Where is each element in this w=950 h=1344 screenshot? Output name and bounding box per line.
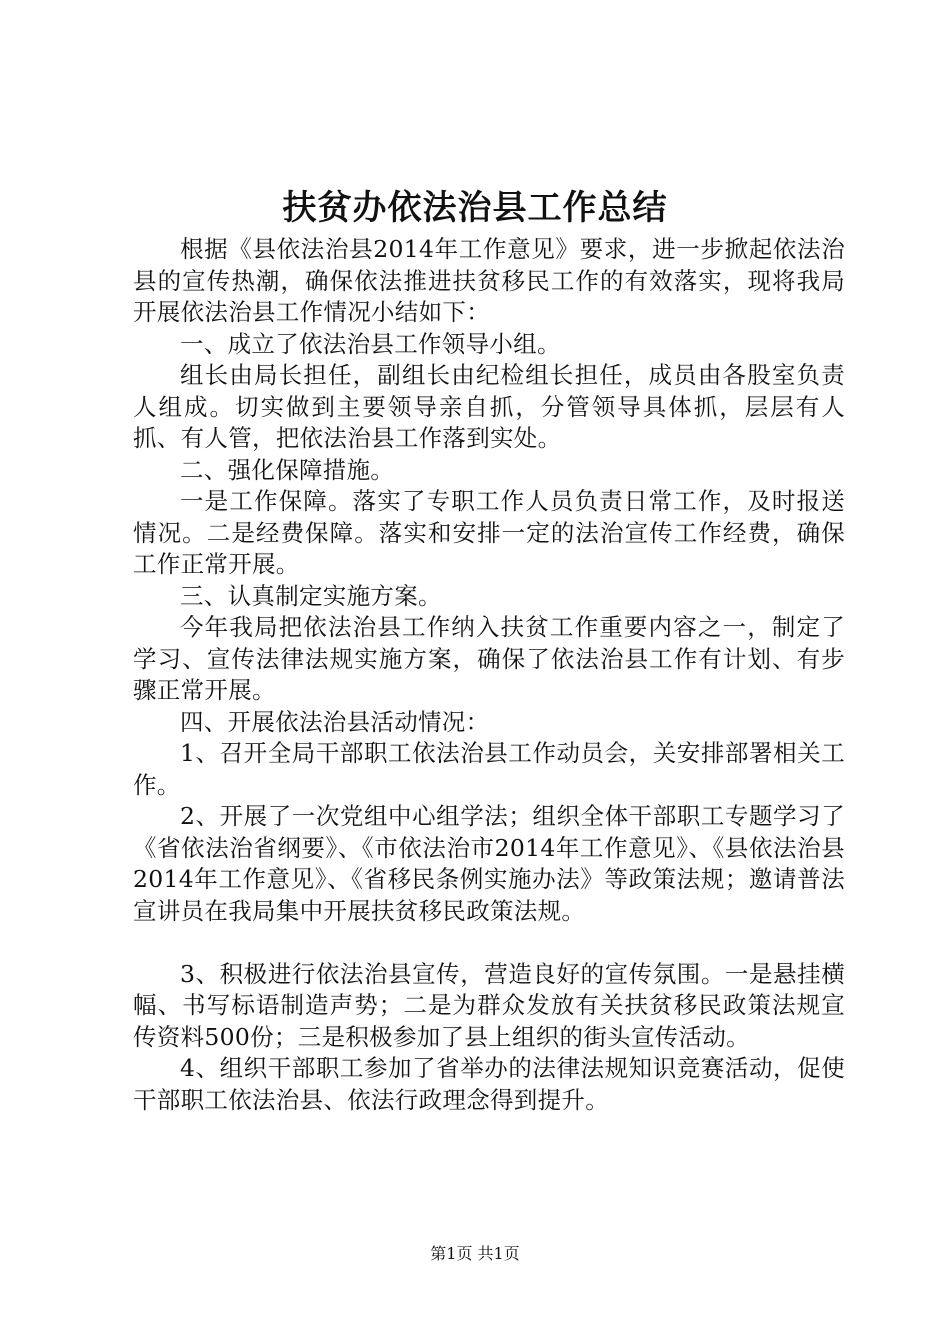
section-3-paragraph: 今年我局把依法治县工作纳入扶贫工作重要内容之一，制定了学习、宣传法律法规实施方案，确保了依法治县工作有计划、有步骤正常开展。: [133, 613, 845, 704]
document-title: 扶贫办依法治县工作总结: [282, 188, 668, 228]
section-2-paragraph: 一是工作保障。落实了专职工作人员负责日常工作，及时报送情况。二是经费保障。落实和安排一定的法治宣传工作经费，确保工作正常开展。: [133, 487, 845, 578]
document-body: [133, 234, 845, 1116]
blank-line: [133, 927, 845, 959]
section-heading-4: 四、开展依法治县活动情况：: [180, 707, 490, 736]
section-heading-2: 二、强化保障措施。: [180, 455, 395, 484]
activity-item-1: 1、召开全局干部职工依法治县工作动员会，关安排部署相关工作。: [133, 739, 845, 799]
activity-item-4: 4、组织干部职工参加了省举办的法律法规知识竞赛活动，促使干部职工依法治县、依法行政理念得到提升。: [133, 1054, 845, 1114]
activity-item-2: 2、开展了一次党组中心组学法；组织全体干部职工专题学习了《省依法治省纲要》、《市依法治市2014年工作意见》、《县依法治县2014年工作意见》、《省移民条例实施办法》等政策法规；邀请普法宣讲员在我局集中开展扶贫移民政策法规。: [133, 802, 845, 925]
section-1-paragraph: 组长由局长担任，副组长由纪检组长担任，成员由各股室负责人组成。切实做到主要领导亲自抓，分管领导具体抓，层层有人抓、有人管，把依法治县工作落到实处。: [133, 361, 845, 452]
section-heading-3: 三、认真制定实施方案。: [180, 581, 442, 610]
page-footer: 第1页 共1页: [430, 1244, 520, 1263]
activity-item-3: 3、积极进行依法治县宣传，营造良好的宣传氛围。一是悬挂横幅、书写标语制造声势；二是为群众发放有关扶贫移民政策法规宣传资料500份；三是积极参加了县上组织的街头宣传活动。: [133, 959, 845, 1051]
intro-paragraph: 根据《县依法治县2014年工作意见》要求，进一步掀起依法治县的宣传热潮，确保依法推进扶贫移民工作的有效落实，现将我局开展依法治县工作情况小结如下：: [133, 235, 845, 326]
section-heading-1: 一、成立了依法治县工作领导小组。: [180, 329, 561, 358]
